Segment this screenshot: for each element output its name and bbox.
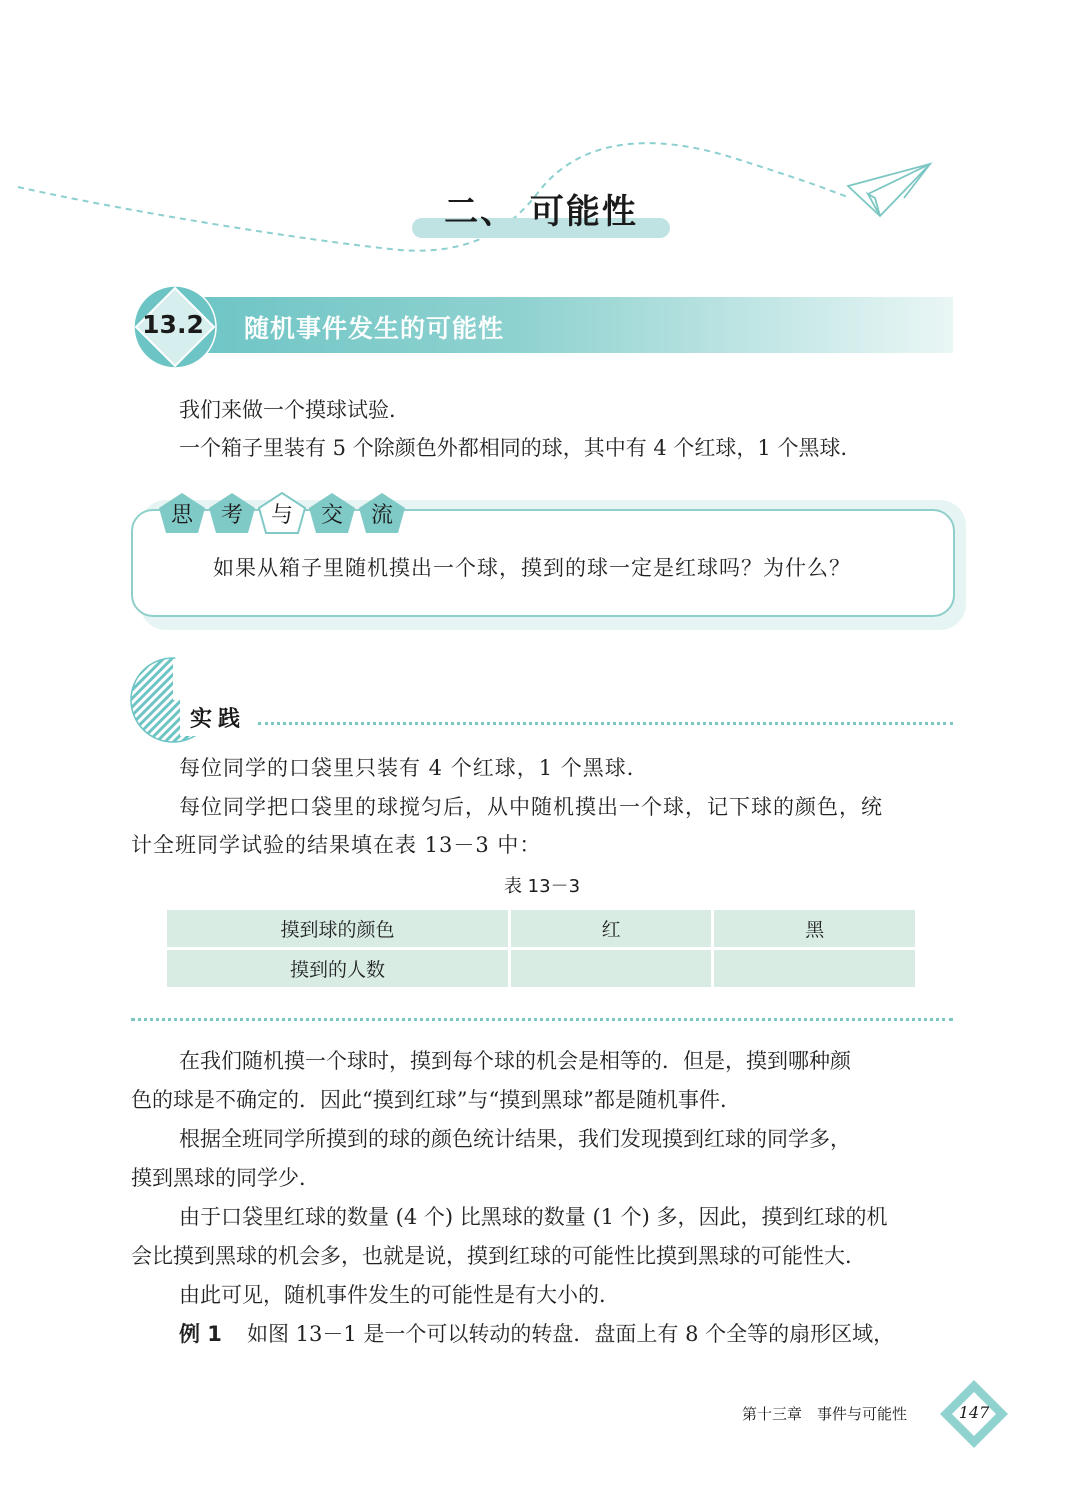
body-paragraph-1-line-1: 在我们随机摸一个球时，摸到每个球的机会是相等的．但是，摸到哪种颜 [179, 1049, 851, 1073]
think-char: 与 [270, 503, 293, 528]
practice-line-1: 每位同学的口袋里只装有 4 个红球，1 个黑球． [179, 756, 649, 780]
body-paragraph-3-line-2: 会比摸到黑球的机会多，也就是说，摸到红球的可能性比摸到黑球的可能性大． [131, 1244, 866, 1268]
paper-plane-icon [848, 164, 930, 216]
practice-line-3: 计全班同学试验的结果填在表 13－3 中： [131, 833, 542, 857]
page-number: 147 [958, 1403, 990, 1422]
example-label: 例 1 [179, 1322, 222, 1346]
body-paragraph-2-line-2: 摸到黑球的同学少． [131, 1166, 320, 1190]
table-cell: 摸到的人数 [167, 950, 508, 987]
think-char: 交 [320, 503, 343, 528]
think-char: 流 [370, 503, 393, 528]
table-cell [511, 950, 712, 987]
practice-divider-bottom [131, 1018, 953, 1021]
think-char: 思 [170, 503, 193, 528]
section-number: 13.2 [142, 310, 204, 339]
think-char: 考 [220, 503, 243, 528]
chapter-title: 二、 可能性 [444, 192, 638, 232]
table-cell: 摸到球的颜色 [167, 910, 508, 947]
body-paragraph-3-line-1: 由于口袋里红球的数量 (4 个) 比黑球的数量 (1 个) 多，因此，摸到红球的机 [179, 1205, 888, 1229]
section-title: 随机事件发生的可能性 [244, 314, 505, 343]
think-question: 如果从箱子里随机摸出一个球，摸到的球一定是红球吗？为什么？ [213, 556, 851, 580]
body-paragraph-1-line-2: 色的球是不确定的．因此“摸到红球”与“摸到黑球”都是随机事件． [131, 1088, 741, 1112]
example-text: 如图 13－1 是一个可以转动的转盘．盘面上有 8 个全等的扇形区域， [247, 1322, 895, 1346]
table-row [167, 910, 915, 947]
footer-chapter: 第十三章 事件与可能性 [742, 1405, 908, 1423]
practice-label: 实践 [190, 707, 247, 732]
body-paragraph-2-line-1: 根据全班同学所摸到的球的颜色统计结果，我们发现摸到红球的同学多， [179, 1127, 851, 1151]
practice-divider-top [258, 722, 953, 725]
practice-line-2: 每位同学把口袋里的球搅匀后，从中随机摸出一个球，记下球的颜色，统 [179, 795, 883, 819]
body-paragraph-4: 由此可见，随机事件发生的可能性是有大小的． [179, 1283, 620, 1307]
table-row [167, 950, 915, 987]
table-cell: 红 [511, 910, 712, 947]
intro-line-1: 我们来做一个摸球试验． [179, 398, 410, 422]
table-cell: 黑 [714, 910, 915, 947]
table-caption: 表 13－3 [503, 876, 581, 897]
table-cell [714, 950, 915, 987]
intro-line-2: 一个箱子里装有 5 个除颜色外都相同的球，其中有 4 个红球，1 个黑球． [179, 436, 862, 460]
data-table [164, 907, 918, 990]
